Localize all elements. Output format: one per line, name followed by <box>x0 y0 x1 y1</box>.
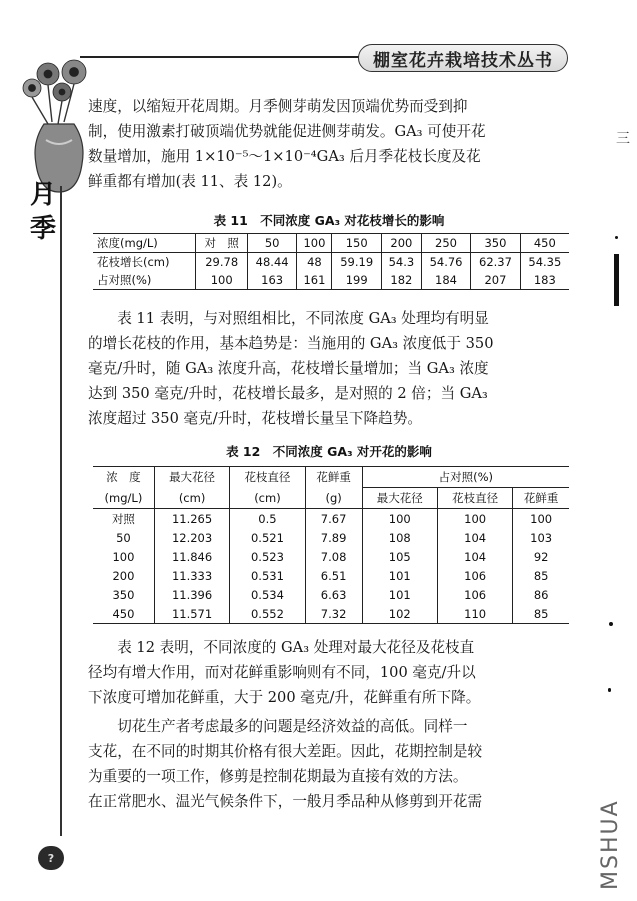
text-line: 表 12 表明，不同浓度的 GA₃ 处理对最大花径及花枝直 <box>117 639 475 656</box>
table-cell: 浓度(mg/L) <box>93 234 196 253</box>
paragraph-2 <box>88 306 570 431</box>
table-header-cell: 花鲜重 <box>305 467 362 488</box>
table-cell: 12.203 <box>154 528 229 547</box>
table-cell: 59.19 <box>332 253 381 272</box>
table-cell: 100 <box>362 509 437 529</box>
table11-caption: 表 11 不同浓度 GA₃ 对花枝增长的影响 <box>213 213 445 228</box>
table-cell: 11.571 <box>154 604 229 624</box>
table-header-cell: (mg/L) <box>93 488 154 509</box>
paragraph-4 <box>88 714 570 814</box>
table-cell: 199 <box>332 271 381 290</box>
table-cell: 182 <box>381 271 421 290</box>
table-header-cell: (cm) <box>230 488 305 509</box>
table-header-cell: 占对照(%) <box>362 467 569 488</box>
text-line: 径均有增大作用，而对花鲜重影响则有不同，100 毫克/升以 <box>88 664 476 681</box>
table-cell: 花枝增长(cm) <box>93 253 196 272</box>
table-cell: 0.521 <box>230 528 305 547</box>
bleed-dot <box>608 688 611 692</box>
table-row <box>93 528 569 547</box>
right-edge-glyph: 三 <box>616 131 630 147</box>
table-header-cell: 最大花径 <box>154 467 229 488</box>
table-header-row <box>93 467 569 488</box>
table-cell: 100 <box>513 509 569 529</box>
table-cell: 11.333 <box>154 566 229 585</box>
table-cell: 0.534 <box>230 585 305 604</box>
table-cell: 11.265 <box>154 509 229 529</box>
chapter-title: 月季 <box>29 180 56 244</box>
table-row <box>93 547 569 566</box>
text-line: 数量增加，施用 1×10⁻⁵～1×10⁻⁴GA₃ 后月季花枝长度及花 <box>88 148 481 165</box>
paragraph-1 <box>88 94 570 194</box>
table-cell: 占对照(%) <box>93 271 196 290</box>
table-cell: 350 <box>471 234 520 253</box>
text-line: 表 11 表明，与对照组相比，不同浓度 GA₃ 处理均有明显 <box>117 310 489 327</box>
table-cell: 0.523 <box>230 547 305 566</box>
table-cell: 200 <box>93 566 154 585</box>
table-cell: 106 <box>437 566 512 585</box>
bleed-dot <box>615 236 618 239</box>
table-cell: 200 <box>381 234 421 253</box>
table-cell: 100 <box>93 547 154 566</box>
page-number: ? <box>38 846 64 870</box>
table-cell: 11.846 <box>154 547 229 566</box>
bleed-mark <box>614 254 619 306</box>
table-cell: 48 <box>297 253 332 272</box>
table-cell: 105 <box>362 547 437 566</box>
table-row <box>93 253 569 272</box>
table12 <box>93 466 569 624</box>
series-title: 棚室花卉栽培技术丛书 <box>358 44 568 72</box>
table-cell: 161 <box>297 271 332 290</box>
table-cell: 50 <box>247 234 296 253</box>
table-cell: 对照 <box>93 509 154 529</box>
table-row <box>93 604 569 624</box>
table-cell: 0.552 <box>230 604 305 624</box>
text-line: 鲜重都有增加(表 11、表 12)。 <box>88 173 292 190</box>
table-row <box>93 585 569 604</box>
table-cell: 450 <box>520 234 569 253</box>
table-cell: 100 <box>437 509 512 529</box>
table-cell: 54.76 <box>421 253 470 272</box>
table-header-cell: 浓 度 <box>93 467 154 488</box>
margin-rule <box>60 186 62 836</box>
table-row <box>93 509 569 529</box>
table-cell: 163 <box>247 271 296 290</box>
table-cell: 104 <box>437 528 512 547</box>
table-cell: 54.35 <box>520 253 569 272</box>
table12-caption: 表 12 不同浓度 GA₃ 对开花的影响 <box>226 444 432 459</box>
table-cell: 85 <box>513 604 569 624</box>
table-cell: 250 <box>421 234 470 253</box>
table-header-cell: 最大花径 <box>362 488 437 509</box>
table-header-cell: 花枝直径 <box>230 467 305 488</box>
table-cell: 0.5 <box>230 509 305 529</box>
table-cell: 7.32 <box>305 604 362 624</box>
table-cell: 150 <box>332 234 381 253</box>
table-cell: 450 <box>93 604 154 624</box>
table-cell: 184 <box>421 271 470 290</box>
table-cell: 7.67 <box>305 509 362 529</box>
table-cell: 7.89 <box>305 528 362 547</box>
text-line: 为重要的一项工作，修剪是控制花期最为直接有效的方法。 <box>88 768 468 785</box>
table-header-cell: (g) <box>305 488 362 509</box>
table-cell: 183 <box>520 271 569 290</box>
table-cell: 108 <box>362 528 437 547</box>
text-line: 的增长花枝的作用，基本趋势是：当施用的 GA₃ 浓度低于 350 <box>88 335 494 352</box>
text-line: 切花生产者考虑最多的问题是经济效益的高低。同样一 <box>117 718 468 735</box>
table-header-row <box>93 488 569 509</box>
text-line: 毫克/升时，随 GA₃ 浓度升高，花枝增长量增加；当 GA₃ 浓度 <box>88 360 489 377</box>
table-cell: 102 <box>362 604 437 624</box>
table11 <box>93 233 569 290</box>
text-line: 浓度超过 350 毫克/升时，花枝增长量呈下降趋势。 <box>88 410 422 427</box>
table-cell: 6.63 <box>305 585 362 604</box>
table-cell: 6.51 <box>305 566 362 585</box>
text-line: 制，使用激素打破顶端优势就能促进侧芽萌发。GA₃ 可使开花 <box>88 123 486 140</box>
table-cell: 50 <box>93 528 154 547</box>
table-cell: 110 <box>437 604 512 624</box>
paragraph-3 <box>88 635 570 710</box>
watermark: MSHUA <box>598 799 623 890</box>
table-cell: 0.531 <box>230 566 305 585</box>
table-row <box>93 566 569 585</box>
table-row <box>93 234 569 253</box>
table-cell: 350 <box>93 585 154 604</box>
text-line: 下浓度可增加花鲜重，大于 200 毫克/升，花鲜重有所下降。 <box>88 689 481 706</box>
table-cell: 对 照 <box>196 234 247 253</box>
table-cell: 101 <box>362 566 437 585</box>
text-line: 在正常肥水、温光气候条件下，一般月季品种从修剪到开花需 <box>88 793 483 810</box>
bleed-dot <box>609 622 613 626</box>
table-header-cell: 花枝直径 <box>437 488 512 509</box>
text-line: 支花，在不同的时期其价格有很大差距。因此，花期控制是较 <box>88 743 483 760</box>
table-cell: 54.3 <box>381 253 421 272</box>
table-cell: 100 <box>297 234 332 253</box>
table-cell: 92 <box>513 547 569 566</box>
table-row <box>93 271 569 290</box>
table-cell: 101 <box>362 585 437 604</box>
table-cell: 85 <box>513 566 569 585</box>
table-cell: 103 <box>513 528 569 547</box>
header-rule <box>80 56 370 58</box>
text-line: 速度，以缩短开花周期。月季侧芽萌发因顶端优势而受到抑 <box>88 98 468 115</box>
table-cell: 104 <box>437 547 512 566</box>
table-cell: 62.37 <box>471 253 520 272</box>
table-cell: 207 <box>471 271 520 290</box>
table-cell: 29.78 <box>196 253 247 272</box>
table-cell: 100 <box>196 271 247 290</box>
table-cell: 7.08 <box>305 547 362 566</box>
table-cell: 11.396 <box>154 585 229 604</box>
table-cell: 48.44 <box>247 253 296 272</box>
table-header-cell: (cm) <box>154 488 229 509</box>
table-cell: 86 <box>513 585 569 604</box>
text-line: 达到 350 毫克/升时，花枝增长最多，是对照的 2 倍；当 GA₃ <box>88 385 488 402</box>
table-header-cell: 花鲜重 <box>513 488 569 509</box>
table-cell: 106 <box>437 585 512 604</box>
